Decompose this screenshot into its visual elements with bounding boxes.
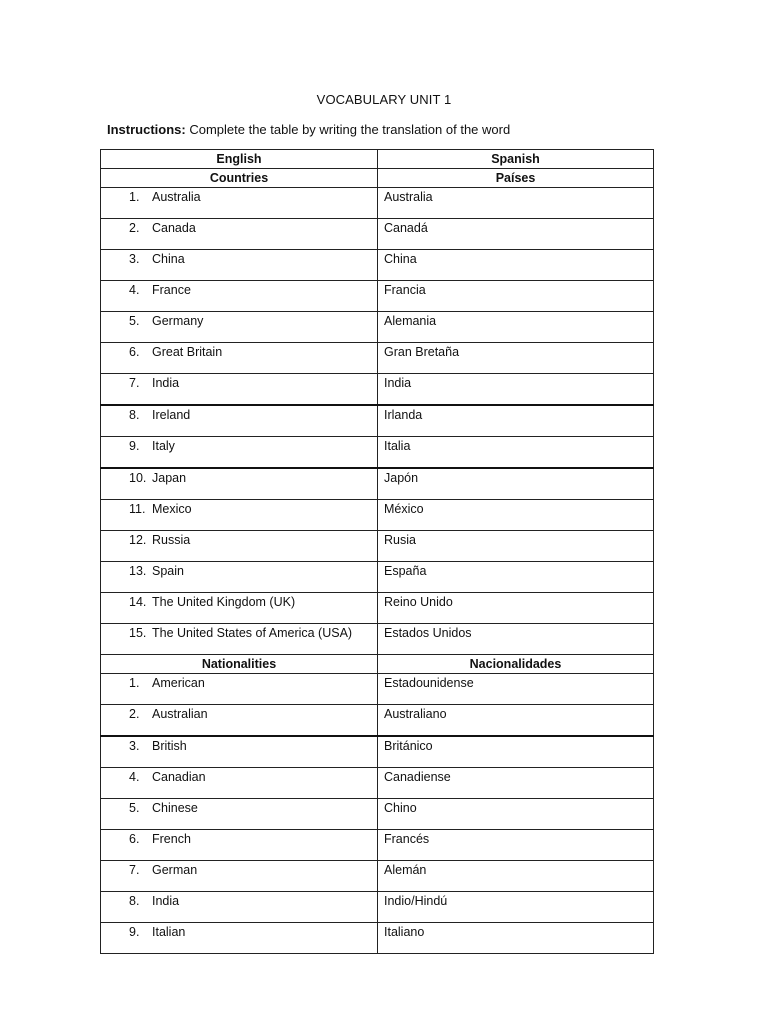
table-row — [101, 830, 654, 861]
spanish-translation-cell: Británico — [378, 736, 654, 768]
page-title: VOCABULARY UNIT 1 — [316, 92, 452, 107]
english-term-cell — [101, 188, 378, 219]
spanish-translation-cell: México — [378, 500, 654, 531]
item-number: 7. — [129, 376, 140, 390]
spanish-translation-cell: China — [378, 250, 654, 281]
item-number: 15. — [129, 626, 147, 640]
english-term-cell — [101, 674, 378, 705]
item-number: 13. — [129, 564, 147, 578]
english-term: Canada — [152, 221, 196, 235]
nationalities-heading-english: Nationalities — [101, 655, 378, 674]
item-number: 1. — [129, 190, 140, 204]
english-term: Great Britain — [152, 345, 223, 359]
spanish-translation-cell: Italia — [378, 437, 654, 469]
english-term-cell — [101, 705, 378, 737]
english-term: French — [152, 832, 191, 846]
item-number: 2. — [129, 221, 140, 235]
table-row — [101, 343, 654, 374]
table-row — [101, 188, 654, 219]
countries-heading-spanish: Países — [378, 169, 654, 188]
spanish-translation-cell: Indio/Hindú — [378, 892, 654, 923]
vocabulary-table-body — [101, 150, 654, 954]
instructions-text: Complete the table by writing the translation of the word — [185, 122, 511, 137]
spanish-translation-cell: Francés — [378, 830, 654, 861]
english-term-cell — [101, 374, 378, 406]
spanish-translation-cell: Reino Unido — [378, 593, 654, 624]
instructions — [107, 122, 510, 137]
item-number: 8. — [129, 408, 140, 422]
spanish-translation-cell: Rusia — [378, 531, 654, 562]
item-number: 4. — [129, 283, 140, 297]
english-term: Australian — [152, 707, 208, 721]
table-row — [101, 892, 654, 923]
vocabulary-table — [100, 149, 654, 954]
table-row — [101, 468, 654, 500]
nationalities-section-header — [101, 655, 654, 674]
english-term-cell — [101, 830, 378, 861]
english-term-cell — [101, 624, 378, 655]
english-term: American — [152, 676, 205, 690]
spanish-translation-cell: España — [378, 562, 654, 593]
item-number: 2. — [129, 707, 140, 721]
english-term-cell — [101, 861, 378, 892]
english-term: German — [152, 863, 198, 877]
spanish-translation-cell: Japón — [378, 468, 654, 500]
english-term: Italy — [152, 439, 175, 453]
table-row — [101, 923, 654, 954]
table-row — [101, 250, 654, 281]
item-number: 8. — [129, 894, 140, 908]
spanish-translation-cell: Francia — [378, 281, 654, 312]
spanish-translation-cell: Irlanda — [378, 405, 654, 437]
item-number: 3. — [129, 252, 140, 266]
spanish-translation-cell: Estadounidense — [378, 674, 654, 705]
table-row — [101, 500, 654, 531]
table-row — [101, 705, 654, 737]
english-term: Japan — [152, 471, 187, 485]
english-term-cell — [101, 281, 378, 312]
spanish-translation-cell: Chino — [378, 799, 654, 830]
language-header-row — [101, 150, 654, 169]
item-number: 1. — [129, 676, 140, 690]
english-term-cell — [101, 219, 378, 250]
english-term: India — [152, 376, 180, 390]
spanish-translation-cell: Canadiense — [378, 768, 654, 799]
spanish-translation-cell: Alemania — [378, 312, 654, 343]
table-row — [101, 312, 654, 343]
table-row — [101, 405, 654, 437]
english-term: Canadian — [152, 770, 206, 784]
english-term-cell — [101, 343, 378, 374]
table-row — [101, 624, 654, 655]
english-term-cell — [101, 736, 378, 768]
english-term: Italian — [152, 925, 186, 939]
spanish-translation-cell: Alemán — [378, 861, 654, 892]
table-row — [101, 437, 654, 469]
english-term: The United States of America (USA) — [152, 626, 353, 640]
item-number: 6. — [129, 832, 140, 846]
item-number: 9. — [129, 925, 140, 939]
english-column-header: English — [101, 150, 378, 169]
table-row — [101, 374, 654, 406]
english-term-cell — [101, 468, 378, 500]
item-number: 6. — [129, 345, 140, 359]
english-term: India — [152, 894, 180, 908]
item-number: 5. — [129, 314, 140, 328]
english-term: Germany — [152, 314, 204, 328]
spanish-translation-cell: India — [378, 374, 654, 406]
table-row — [101, 219, 654, 250]
english-term-cell — [101, 923, 378, 954]
spanish-translation-cell: Estados Unidos — [378, 624, 654, 655]
countries-section-header — [101, 169, 654, 188]
english-term: Mexico — [152, 502, 192, 516]
table-row — [101, 562, 654, 593]
english-term: British — [152, 739, 187, 753]
table-row — [101, 799, 654, 830]
english-term: Spain — [152, 564, 184, 578]
english-term: Chinese — [152, 801, 198, 815]
item-number: 4. — [129, 770, 140, 784]
english-term: Australia — [152, 190, 201, 204]
english-term-cell — [101, 593, 378, 624]
spanish-column-header: Spanish — [378, 150, 654, 169]
nationalities-heading-spanish: Nacionalidades — [378, 655, 654, 674]
table-row — [101, 281, 654, 312]
english-term-cell — [101, 799, 378, 830]
spanish-translation-cell: Australia — [378, 188, 654, 219]
english-term-cell — [101, 312, 378, 343]
table-row — [101, 768, 654, 799]
table-row — [101, 861, 654, 892]
english-term: The United Kingdom (UK) — [152, 595, 296, 609]
english-term-cell — [101, 250, 378, 281]
english-term-cell — [101, 768, 378, 799]
table-row — [101, 736, 654, 768]
english-term: China — [152, 252, 185, 266]
item-number: 5. — [129, 801, 140, 815]
item-number: 7. — [129, 863, 140, 877]
english-term: Ireland — [152, 408, 191, 422]
english-term-cell — [101, 892, 378, 923]
countries-heading-english: Countries — [101, 169, 378, 188]
spanish-translation-cell: Australiano — [378, 705, 654, 737]
spanish-translation-cell: Italiano — [378, 923, 654, 954]
item-number: 14. — [129, 595, 147, 609]
table-row — [101, 531, 654, 562]
item-number: 12. — [129, 533, 147, 547]
english-term-cell — [101, 531, 378, 562]
item-number: 9. — [129, 439, 140, 453]
english-term-cell — [101, 562, 378, 593]
item-number: 10. — [129, 471, 147, 485]
table-row — [101, 674, 654, 705]
english-term-cell — [101, 405, 378, 437]
english-term: France — [152, 283, 191, 297]
item-number: 3. — [129, 739, 140, 753]
item-number: 11. — [129, 502, 146, 516]
english-term: Russia — [152, 533, 191, 547]
english-term-cell — [101, 437, 378, 469]
spanish-translation-cell: Gran Bretaña — [378, 343, 654, 374]
english-term-cell — [101, 500, 378, 531]
instructions-lead: Instructions: — [107, 122, 186, 137]
table-row — [101, 593, 654, 624]
spanish-translation-cell: Canadá — [378, 219, 654, 250]
